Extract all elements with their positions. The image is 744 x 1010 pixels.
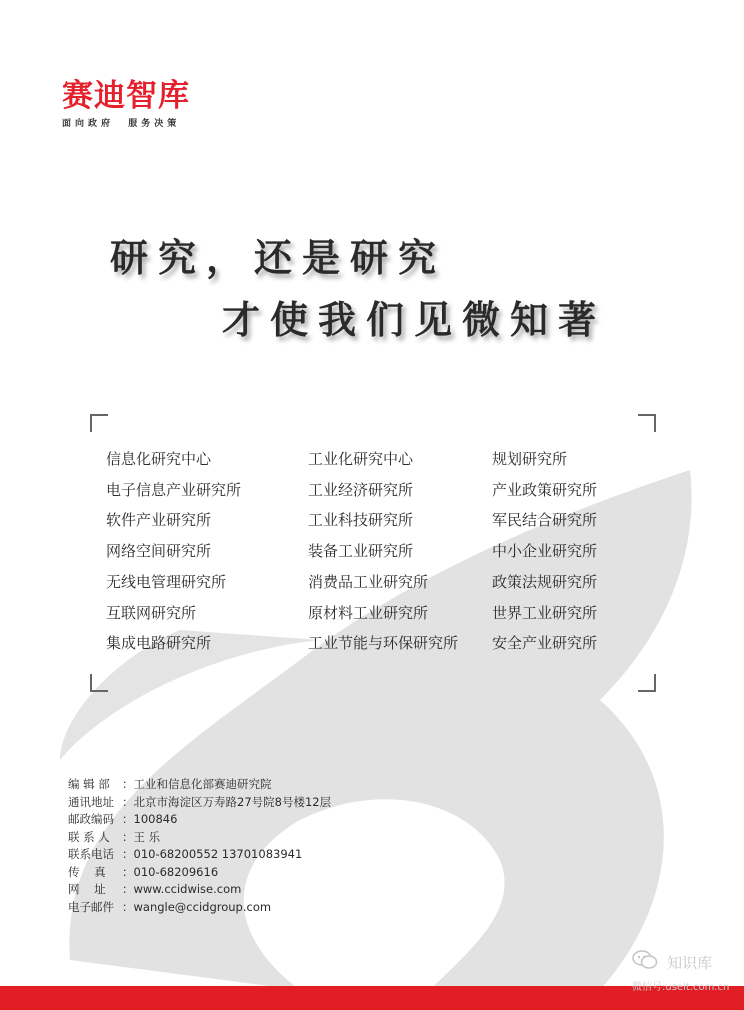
institute-item: 规划研究所 (492, 450, 568, 468)
contact-value: 010-68200552 13701083941 (133, 847, 303, 861)
contact-separator: ： (122, 794, 134, 809)
institute-item: 工业节能与环保研究所 (308, 634, 459, 653)
corner-bracket-top-left (90, 414, 108, 432)
slogan-line-2: 才使我们见微知著 (222, 298, 607, 342)
logo (62, 78, 190, 129)
institute-item: 工业经济研究所 (308, 480, 414, 499)
contact-label: 邮政编码 (68, 812, 114, 826)
logo-text: 赛迪智库 (62, 78, 190, 114)
contact-label: 传 真 (68, 864, 106, 879)
watermark (632, 950, 729, 993)
institute-item: 网络空间研究所 (106, 542, 212, 561)
contact-value: 工业和信息化部赛迪研究院 (133, 777, 272, 791)
contact-separator: ： (122, 847, 134, 861)
contact-label: 联 系 人 (68, 829, 110, 844)
contact-row-phone (68, 846, 331, 864)
contact-separator: ： (122, 812, 134, 826)
contact-separator: ： (122, 777, 134, 791)
institute-item: 军民结合研究所 (492, 511, 598, 530)
institute-item: 中小企业研究所 (492, 542, 598, 561)
corner-bracket-bottom-left (90, 674, 108, 692)
contact-value: 王 乐 (133, 829, 161, 844)
contact-separator: ： (122, 882, 134, 896)
institute-item: 装备工业研究所 (308, 542, 414, 561)
corner-bracket-top-right (638, 414, 656, 432)
contact-separator: ： (122, 899, 134, 914)
watermark-sub: 微信号:useit.com.cn (632, 982, 730, 993)
institute-item: 政策法规研究所 (492, 572, 598, 591)
institute-item: 安全产业研究所 (492, 634, 598, 653)
institute-item: 消费品工业研究所 (308, 572, 429, 591)
contact-label: 编 辑 部 (68, 777, 110, 791)
contact-value[interactable]: wangle@ccidgroup.com (133, 899, 272, 914)
contact-value: 010-68209616 (133, 864, 219, 879)
contact-row-address (68, 794, 331, 812)
institute-item: 产业政策研究所 (492, 480, 598, 499)
wechat-icon (632, 950, 658, 974)
institute-column-2 (308, 444, 458, 659)
contact-label: 网 址 (68, 882, 106, 896)
contact-label: 电子邮件 (68, 899, 114, 914)
contact-row-person (68, 829, 331, 847)
institute-item: 无线电管理研究所 (106, 572, 227, 591)
contact-row-postcode (68, 811, 331, 829)
contact-row-fax (68, 864, 331, 882)
contact-label: 联系电话 (68, 847, 114, 861)
contact-separator: ： (122, 864, 134, 879)
logo-tagline: 面向政府 服务决策 (62, 119, 181, 129)
slogan-line-1: 研究，还是研究 (110, 236, 447, 280)
contact-label: 通讯地址 (68, 794, 114, 809)
institute-item: 电子信息产业研究所 (106, 480, 242, 499)
institute-item: 软件产业研究所 (106, 511, 212, 530)
contact-info (68, 776, 331, 916)
institute-item: 工业科技研究所 (308, 511, 414, 530)
institute-item: 世界工业研究所 (492, 603, 598, 622)
watermark-name: 知识库 (667, 953, 713, 972)
contact-row-email (68, 899, 331, 917)
institute-column-1 (106, 444, 241, 659)
contact-separator: ： (122, 829, 134, 844)
contact-row-website (68, 881, 331, 899)
contact-row-editorial (68, 776, 331, 794)
institute-item: 信息化研究中心 (106, 450, 212, 468)
contact-value[interactable]: www.ccidwise.com (133, 882, 242, 896)
institute-item: 互联网研究所 (106, 603, 197, 622)
contact-value: 100846 (133, 812, 178, 826)
institute-column-3 (492, 444, 597, 659)
institute-item: 工业化研究中心 (308, 450, 414, 468)
institute-item: 集成电路研究所 (106, 634, 212, 653)
institute-item: 原材料工业研究所 (308, 603, 429, 622)
contact-value: 北京市海淀区万寿路27号院8号楼12层 (133, 794, 332, 809)
corner-bracket-bottom-right (638, 674, 656, 692)
